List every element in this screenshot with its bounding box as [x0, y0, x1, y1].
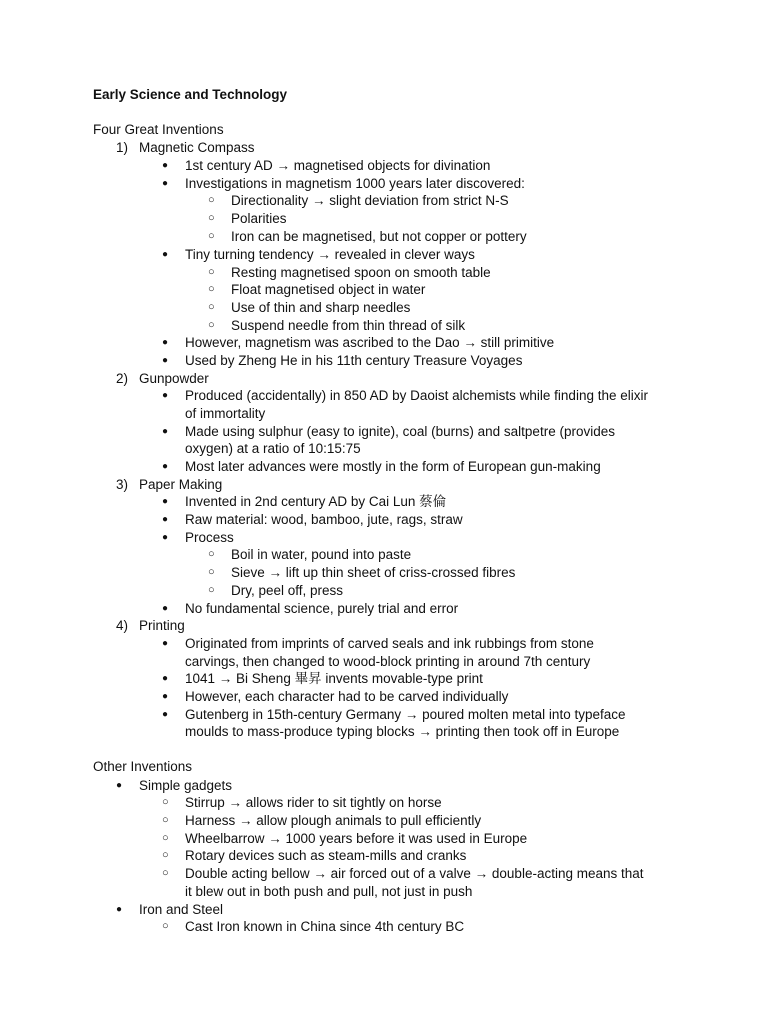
circle-bullet-icon: ○: [162, 814, 169, 826]
circle-bullet-icon: ○: [208, 194, 215, 206]
list-item: Raw material: wood, bamboo, jute, rags, straw: [185, 512, 463, 527]
bullet-icon: ●: [162, 461, 169, 472]
list-number: 2): [116, 371, 129, 386]
list-number: 4): [116, 618, 129, 633]
bullet-icon: ●: [162, 249, 169, 260]
list-item: Simple gadgets: [139, 778, 233, 793]
list-item: However, each character had to be carved individually: [185, 689, 509, 704]
circle-bullet-icon: ○: [162, 832, 169, 844]
bullet-icon: ●: [162, 514, 169, 525]
document-title: Early Science and Technology: [93, 87, 288, 102]
circle-bullet-icon: ○: [208, 266, 215, 278]
list-item: Process: [185, 530, 234, 545]
list-item: Iron and Steel: [139, 902, 224, 917]
bullet-icon: ●: [162, 390, 169, 401]
list-item: Double acting bellow → air forced out of a valve → double-acting means that: [185, 866, 644, 881]
list-item-continuation: carvings, then changed to wood-block printing in around 7th century: [185, 654, 591, 669]
list-item: No fundamental science, purely trial and error: [185, 601, 459, 616]
bullet-icon: ●: [162, 496, 169, 507]
list-item: Produced (accidentally) in 850 AD by Daoist alchemists while finding the elixir: [185, 388, 648, 403]
list-item: Gunpowder: [139, 371, 209, 386]
bullet-icon: ●: [162, 355, 169, 366]
bullet-icon: ●: [162, 709, 169, 720]
bullet-icon: ●: [162, 337, 169, 348]
list-item: Sieve → lift up thin sheet of criss-crossed fibres: [231, 565, 516, 580]
list-item-continuation: oxygen) at a ratio of 10:15:75: [185, 441, 361, 456]
circle-bullet-icon: ○: [208, 230, 215, 242]
list-item-continuation: of immortality: [185, 406, 266, 421]
bullet-icon: ●: [162, 673, 169, 684]
bullet-icon: ●: [162, 532, 169, 543]
list-item: Directionality → slight deviation from strict N-S: [231, 193, 509, 208]
list-item-continuation: it blew out in both push and pull, not just in push: [185, 884, 473, 899]
list-item: Paper Making: [139, 477, 223, 492]
list-item: Stirrup → allows rider to sit tightly on horse: [185, 795, 442, 810]
list-item: Resting magnetised spoon on smooth table: [231, 265, 491, 280]
circle-bullet-icon: ○: [162, 796, 169, 808]
circle-bullet-icon: ○: [208, 548, 215, 560]
list-item: Wheelbarrow → 1000 years before it was used in Europe: [185, 831, 528, 846]
list-item: Harness → allow plough animals to pull efficiently: [185, 813, 482, 828]
list-item: Used by Zheng He in his 11th century Treasure Voyages: [185, 353, 523, 368]
list-item: Most later advances were mostly in the form of European gun-making: [185, 459, 601, 474]
list-item: Invented in 2nd century AD by Cai Lun 蔡倫: [185, 494, 447, 509]
list-item: Use of thin and sharp needles: [231, 300, 411, 315]
list-item: Iron can be magnetised, but not copper or pottery: [231, 229, 527, 244]
bullet-icon: ●: [162, 426, 169, 437]
section-heading-other-inventions: Other Inventions: [93, 759, 193, 774]
circle-bullet-icon: ○: [208, 566, 215, 578]
list-item: However, magnetism was ascribed to the Dao → still primitive: [185, 335, 555, 350]
list-item: Boil in water, pound into paste: [231, 547, 412, 562]
circle-bullet-icon: ○: [208, 319, 215, 331]
bullet-icon: ●: [162, 691, 169, 702]
circle-bullet-icon: ○: [208, 301, 215, 313]
list-item-continuation: moulds to mass-produce typing blocks → printing then took off in Europe: [185, 724, 620, 739]
section-heading-four-great-inventions: Four Great Inventions: [93, 122, 224, 137]
circle-bullet-icon: ○: [162, 849, 169, 861]
list-item: Gutenberg in 15th-century Germany → poured molten metal into typeface: [185, 707, 626, 722]
list-item: Magnetic Compass: [139, 140, 255, 155]
list-item: Polarities: [231, 211, 287, 226]
list-item: Float magnetised object in water: [231, 282, 426, 297]
list-item: Rotary devices such as steam-mills and cranks: [185, 848, 467, 863]
circle-bullet-icon: ○: [208, 584, 215, 596]
circle-bullet-icon: ○: [162, 867, 169, 879]
list-item: Suspend needle from thin thread of silk: [231, 318, 466, 333]
list-item: Made using sulphur (easy to ignite), coal (burns) and saltpetre (provides: [185, 424, 615, 439]
list-item: 1041 → Bi Sheng 畢昇 invents movable-type print: [185, 671, 483, 686]
bullet-icon: ●: [116, 904, 123, 915]
bullet-icon: ●: [116, 780, 123, 791]
list-item: Investigations in magnetism 1000 years later discovered:: [185, 176, 525, 191]
list-item: Originated from imprints of carved seals and ink rubbings from stone: [185, 636, 594, 651]
list-item: Tiny turning tendency → revealed in clever ways: [185, 247, 475, 262]
bullet-icon: ●: [162, 603, 169, 614]
list-item: Printing: [139, 618, 185, 633]
bullet-icon: ●: [162, 160, 169, 171]
circle-bullet-icon: ○: [208, 212, 215, 224]
list-number: 3): [116, 477, 129, 492]
bullet-icon: ●: [162, 638, 169, 649]
bullet-icon: ●: [162, 178, 169, 189]
list-item: Dry, peel off, press: [231, 583, 344, 598]
list-item: 1st century AD → magnetised objects for divination: [185, 158, 491, 173]
list-item: Cast Iron known in China since 4th century BC: [185, 919, 465, 934]
circle-bullet-icon: ○: [162, 920, 169, 932]
list-number: 1): [116, 140, 129, 155]
circle-bullet-icon: ○: [208, 283, 215, 295]
